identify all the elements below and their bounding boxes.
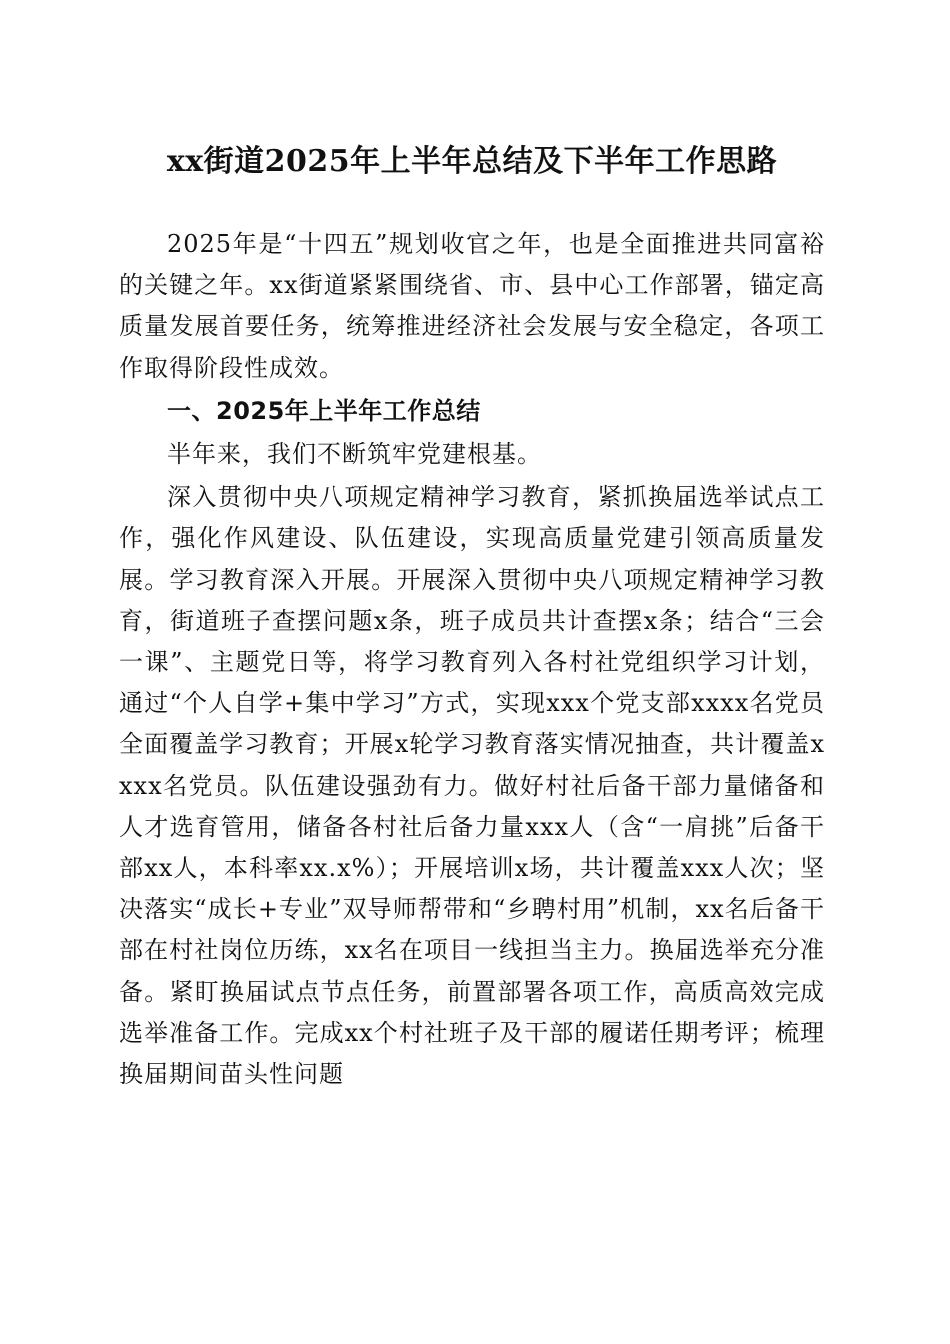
lead-paragraph: 半年来，我们不断筑牢党建根基。 xyxy=(167,440,542,469)
body-paragraph: 深入贯彻中央八项规定精神学习教育，紧抓换届选举试点工作，强化作风建设、队伍建设，实现高质量党建引领高质量发展。学习教育深入开展。开展深入贯彻中央八项规定精神学习教育，街道班子查摆问题x条，班子成员共计查摆x条；结合“三会一课”、主题党日等，将学习教育列入各村社党组织学习计划，通过“个人自学+集中学习”方式，实现xxx个党支部xxxx名党员全面覆盖学习教育；开展x轮学习教育落实情况抽查，共计覆盖xxxx名党员。队伍建设强劲有力。做好村社后备干部力量储备和人才选育管用，储备各村社后备力量xxx人（含“一肩挑”后备干部xx人，本科率xx.x%）；开展培训x场，共计覆盖xxx人次；坚决落实“成长+专业”双导师帮带和“乡聘村用”机制，xx名后备干部在村社岗位历练，xx名在项目一线担当主力。换届选举充分准备。紧盯换届试点节点任务，前置部署各项工作，高质高效完成选举准备工作。完成xx个村社班子及干部的履诺任期考评；梳理换届期间苗头性问题 xyxy=(119,483,825,1089)
document-page xyxy=(119,140,825,1095)
section-heading: 一、2025年上半年工作总结 xyxy=(167,396,481,425)
document-title: xx街道2025年上半年总结及下半年工作思路 xyxy=(166,144,778,179)
intro-paragraph: 2025年是“十四五”规划收官之年，也是全面推进共同富裕的关键之年。xx街道紧紧围绕省、市、县中心工作部署，锚定高质量发展首要任务，统筹推进经济社会发展与安全稳定，各项工作取得阶段性成效。 xyxy=(119,230,825,382)
